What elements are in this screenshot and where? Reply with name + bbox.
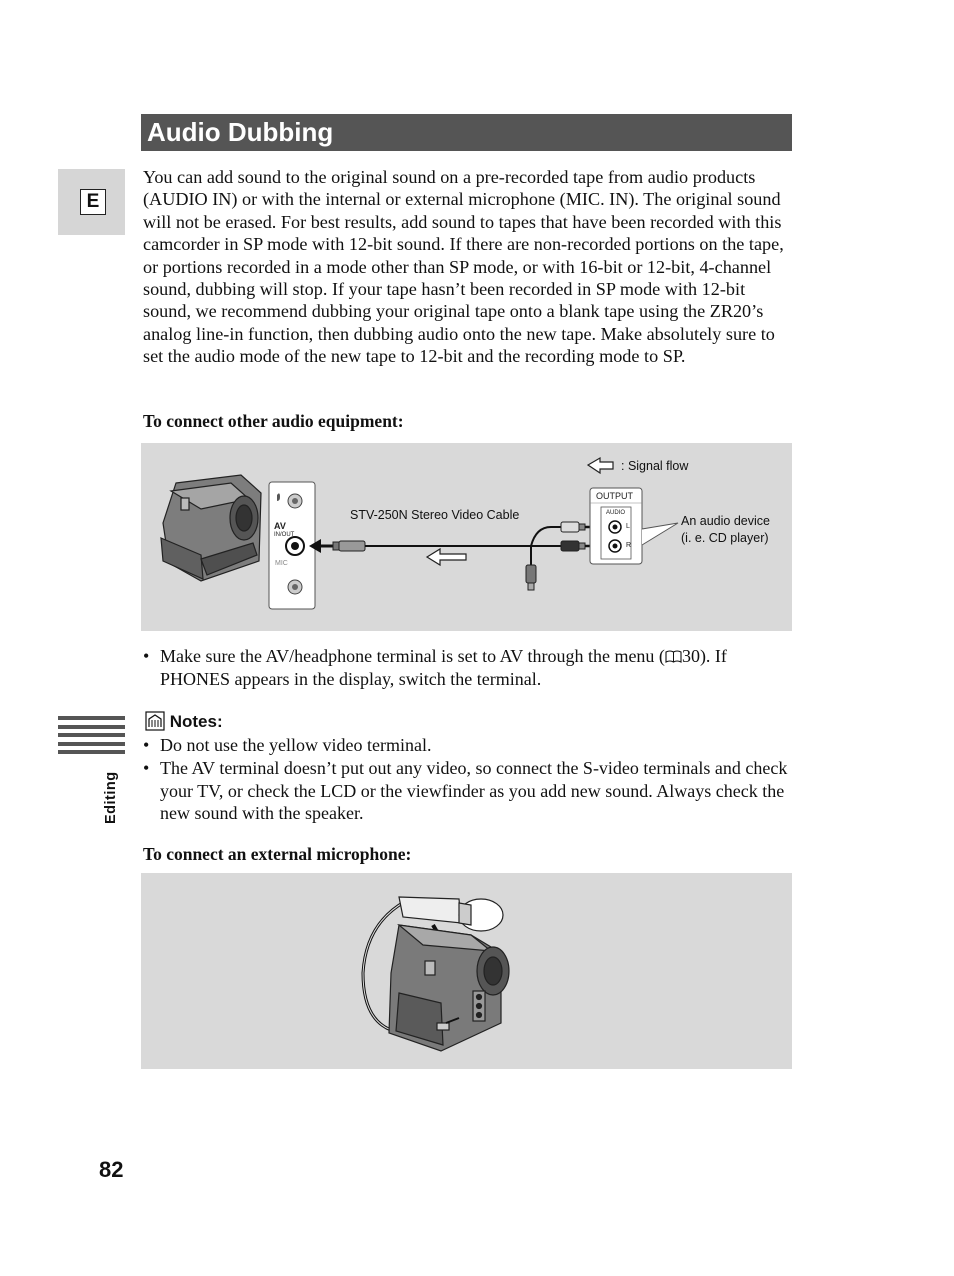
- notes-icon: [145, 711, 165, 731]
- note-text: The AV terminal doesn’t put out any video, so connect the S-video terminals and check your TV, or check the LCD or the viewfinder as you add new sound. Always check the new sound with the speaker.: [160, 758, 788, 824]
- av-terminal-label: AV: [274, 521, 286, 531]
- device-label-line1: An audio device: [681, 514, 770, 528]
- note-item: [143, 757, 795, 825]
- inout-label: IN/OUT: [274, 532, 295, 538]
- audio-label: AUDIO: [606, 510, 626, 516]
- page-title: Audio Dubbing: [141, 114, 792, 151]
- output-label: OUTPUT: [596, 491, 633, 501]
- left-channel-label: L: [626, 523, 630, 530]
- mic-section-heading: To connect an external microphone:: [143, 844, 412, 864]
- note-text: Do not use the yellow video terminal.: [160, 735, 432, 755]
- note-item: [143, 734, 795, 757]
- book-reference-icon: [665, 650, 682, 663]
- notes-heading: [145, 711, 223, 732]
- bullet-text: Make sure the AV/headphone terminal is set to AV through the menu ( 30). If PHONES appears in the display, switch the terminal.: [160, 646, 727, 689]
- intro-paragraph: You can add sound to the original sound on a pre-recorded tape from audio products (AUDIO IN) or with the internal or external microphone (MIC. IN). The original sound will not be erased. For best results, add sound to tapes that have been recorded with this camcorder in SP mode with 12-bit sound. If there are non-recorded portions on the tape, or portions recorded in a mode other than SP mode, or with 16-bit or 12-bit, 4-channel sound, dubbing will stop. If your tape hasn’t been recorded in SP mode with 12-bit sound, we recommend dubbing your original tape onto a blank tape using the ZR20’s analog line-in function, then dubbing audio onto the new tape. Make absolutely sure to set the audio mode of the new tape to 12-bit and the recording mode to SP.: [143, 167, 784, 367]
- side-section-lines: [58, 716, 125, 759]
- language-tab-letter: E: [80, 189, 106, 215]
- device-label-line2: (i. e. CD player): [681, 531, 769, 545]
- language-tab: [58, 169, 125, 235]
- notes-heading-text: Notes:: [169, 712, 223, 731]
- page-number: 82: [99, 1157, 124, 1182]
- bullet-mark: •: [143, 646, 150, 666]
- cable-label: STV-250N Stereo Video Cable: [350, 508, 520, 522]
- bullet-terminal-setting: [143, 645, 795, 690]
- audio-connection-diagram: [141, 443, 792, 631]
- microphone-connection-diagram: [141, 873, 792, 1069]
- mic-terminal-label: MIC: [275, 560, 288, 567]
- section-label: Editing: [103, 771, 119, 824]
- microphone-illustration: [141, 873, 792, 1069]
- bullet-mark: •: [143, 735, 150, 755]
- right-channel-label: R: [626, 542, 632, 549]
- camcorder-illustration: [161, 475, 261, 581]
- bullet-mark: •: [143, 758, 150, 778]
- av-terminal-panel: [269, 482, 315, 609]
- audio-section-heading: To connect other audio equipment:: [143, 411, 404, 431]
- signal-flow-legend: : Signal flow: [621, 459, 689, 473]
